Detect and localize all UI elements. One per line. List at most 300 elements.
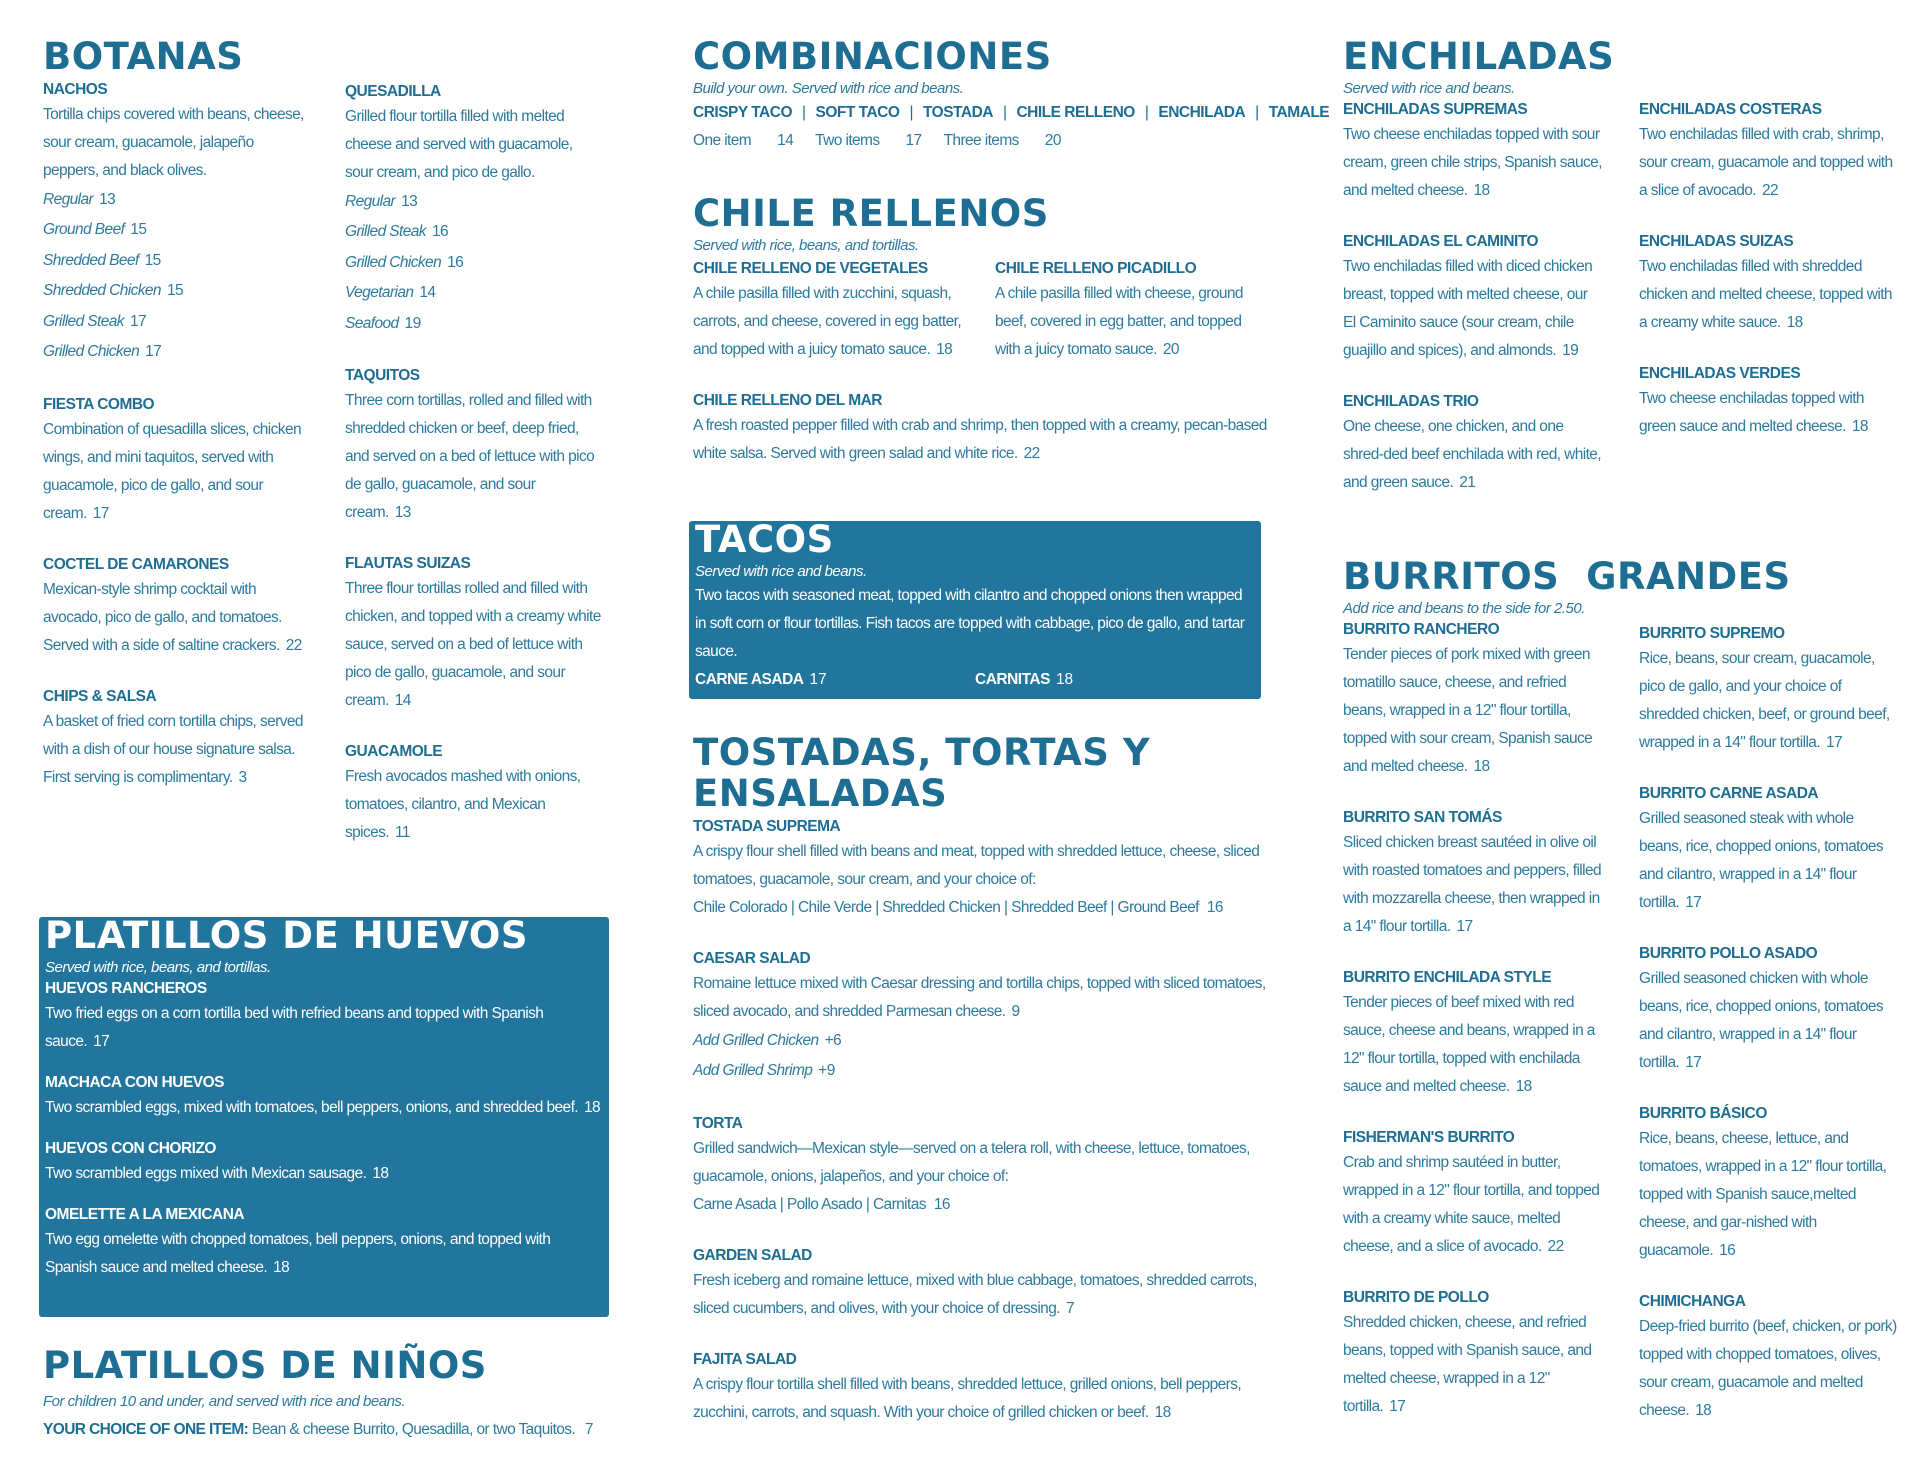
type-separator: | <box>909 103 913 121</box>
taco-option <box>975 694 1255 722</box>
item-options-text: Carne Asada | Pollo Asado | Carnitas <box>693 1195 926 1213</box>
item-description <box>1639 385 1899 441</box>
combination-type: TAMALE <box>1268 103 1330 121</box>
item-price: 17 <box>1456 917 1473 935</box>
item-name: BURRITO BÁSICO <box>1639 1104 1767 1122</box>
menu-item <box>345 365 603 527</box>
item-price: 11 <box>395 824 410 842</box>
relleno-item <box>693 390 1273 468</box>
menu-item <box>1343 1287 1603 1421</box>
combination-price-label: One item <box>693 131 752 149</box>
item-price: 17 <box>1685 893 1702 911</box>
item-description-text: Tender pieces of beef mixed with red sauce, cheese and beans, wrapped in a 12" flour tortilla, topped with enchilada sauce and melted cheese. <box>1343 993 1595 1095</box>
taco-option-price: 17 <box>808 698 826 716</box>
variant-name: Grilled Chicken <box>43 343 140 361</box>
item-description <box>693 1371 1273 1427</box>
item-variant <box>345 187 603 218</box>
item-name: TAQUITOS <box>345 367 420 385</box>
huevos-list <box>45 978 603 1282</box>
variant-name: Grilled Chicken <box>345 253 442 271</box>
taco-option-name: CARNITAS <box>975 670 1050 688</box>
item-description-text: Three flour tortillas rolled and filled with chicken, and topped with a creamy white sauce, served on a bed of lettuce with pico de gallo, guacamole, and sour cream. <box>345 580 601 710</box>
item-price: 18 <box>1473 757 1490 775</box>
item-name: ENCHILADAS SUIZAS <box>1639 232 1794 250</box>
item-description-text: Fresh avocados mashed with onions, tomatoes, cilantro, and Mexican spices. <box>345 768 581 842</box>
item-name: ENCHILADAS TRIO <box>1343 392 1479 410</box>
ninos-choice-text: Bean & cheese Burrito, Quesadilla, or two Taquitos. <box>251 1420 576 1438</box>
item-variant <box>43 276 305 307</box>
item-price: 18 <box>1154 1403 1171 1421</box>
item-description-text: Two scrambled eggs, mixed with tomatoes, bell peppers, onions, and shredded beef. <box>45 1098 578 1116</box>
item-description-text: Mexican-style shrimp cocktail with avocado, pico de gallo, and tomatoes. Served with a side of saltine crackers. <box>43 580 282 654</box>
item-description-text: A chile pasilla filled with zucchini, squash, carrots, and cheese, covered in egg batter, and topped with a juicy tomato sauce. <box>693 284 962 358</box>
combination-type: CHILE RELLENO <box>1016 103 1135 121</box>
relleno-item <box>693 258 983 390</box>
item-description-text: Shredded chicken, cheese, and refried beans, topped with Spanish sauce, and melted cheese, wrapped in a 12" tortilla. <box>1343 1313 1592 1415</box>
item-name: ENCHILADAS EL CAMINITO <box>1343 232 1539 250</box>
item-description-text: Two cheese enchiladas topped with green sauce and melted cheese. <box>1639 389 1864 435</box>
huevos-box <box>39 914 609 1317</box>
menu-item <box>1639 623 1899 757</box>
type-separator: | <box>802 103 806 121</box>
item-name: CHIPS & SALSA <box>43 687 157 705</box>
item-price: 18 <box>583 1098 601 1116</box>
menu-item <box>693 1113 1273 1219</box>
item-description-text: Grilled sandwich—Mexican style—served on a telera roll, with cheese, lettuce, tomatoes, guacamole, onions, jalapeños, and your choice of: <box>693 1139 1250 1185</box>
botanas-right-column <box>345 79 603 874</box>
menu-item <box>45 1138 603 1188</box>
item-name: OMELETTE A LA MEXICANA <box>45 1205 245 1223</box>
menu-item <box>43 686 305 792</box>
item-variant <box>345 278 603 309</box>
item-name: BURRITO POLLO ASADO <box>1639 944 1818 962</box>
item-name: CHIMICHANGA <box>1639 1292 1746 1310</box>
tostadas-section <box>693 731 1273 1453</box>
variant-price: +6 <box>824 1031 842 1049</box>
variant-name: Shredded Chicken <box>43 282 161 300</box>
item-variant <box>345 248 603 279</box>
item-name: FAJITA SALAD <box>693 1350 797 1368</box>
combination-type: ENCHILADA <box>1158 103 1246 121</box>
tacos-description: Two tacos with seasoned meat, topped with cilantro and chopped onions then wrapped in soft corn or flour tortillas. Fish tacos are topped with cabbage, pico de gallo, and tartar sauce. <box>695 586 1245 660</box>
item-description <box>43 101 305 185</box>
combination-price-value: 14 <box>777 131 794 149</box>
burritos-right-column <box>1639 619 1899 1451</box>
item-price: 16 <box>1206 898 1223 916</box>
item-description <box>693 412 1273 468</box>
item-description-text: Fresh iceberg and romaine lettuce, mixed with blue cabbage, tomatoes, shredded carrots, sliced cucumbers, and olives, with your choice of dressing. <box>693 1271 1257 1317</box>
combination-type: SOFT TACO <box>815 103 900 121</box>
ninos-choice-label: YOUR CHOICE OF ONE ITEM: <box>43 1420 249 1438</box>
taco-option <box>695 694 975 722</box>
item-name: FIESTA COMBO <box>43 395 155 413</box>
menu-item <box>1343 391 1603 497</box>
item-description-text: Two egg omelette with chopped tomatoes, bell peppers, onions, and topped with Spanish sauce and melted cheese. <box>45 1230 551 1276</box>
item-description-text: Grilled seasoned steak with whole beans, rice, chopped onions, tomatoes and cilantro, wrapped in a 14" flour tortilla. <box>1639 809 1884 911</box>
variant-name: Vegetarian <box>345 284 414 302</box>
item-description <box>1639 253 1899 337</box>
item-description-text: Combination of quesadilla slices, chicken wings, and mini taquitos, served with guacamole, pico de gallo, and sour cream. <box>43 420 301 522</box>
enchiladas-right-column <box>1639 99 1899 523</box>
enchiladas-title: ENCHILADAS <box>1343 35 1615 78</box>
rellenos-section <box>693 192 1273 494</box>
menu-item <box>693 258 983 364</box>
variant-price: 13 <box>401 192 418 210</box>
item-name: CHILE RELLENO PICADILLO <box>995 259 1197 277</box>
variant-name: Shredded Beef <box>43 251 139 269</box>
item-variant <box>43 246 305 277</box>
combination-type: TOSTADA <box>922 103 993 121</box>
item-description <box>1639 965 1899 1077</box>
taco-option-price: 18 <box>1054 698 1072 716</box>
item-description-text: Romaine lettuce mixed with Caesar dressing and tortilla chips, topped with sliced tomatoes, sliced avocado, and shredded Parmesan cheese. <box>693 974 1266 1020</box>
taco-option <box>975 666 1255 694</box>
item-description <box>1343 1149 1603 1261</box>
variant-price: 15 <box>166 282 183 300</box>
botanas-left-column <box>43 79 305 874</box>
tostadas-list <box>693 816 1273 1427</box>
item-price: 21 <box>1459 473 1476 491</box>
variant-name: Grilled Steak <box>43 312 124 330</box>
item-description-text: Two fried eggs on a corn tortilla bed with refried beans and topped with Spanish sauce. <box>45 1004 544 1050</box>
variant-price: 17 <box>145 343 162 361</box>
item-price: 13 <box>394 504 411 522</box>
menu-item <box>693 1349 1273 1427</box>
item-name: CHILE RELLENO DEL MAR <box>693 391 882 409</box>
item-description <box>693 280 983 364</box>
item-description <box>995 280 1265 364</box>
enchiladas-subtitle: Served with rice and beans. <box>1343 79 1515 97</box>
item-price: 22 <box>1023 444 1040 462</box>
item-price: 22 <box>285 636 302 654</box>
item-options-text: Chile Colorado | Chile Verde | Shredded Chicken | Shredded Beef | Ground Beef <box>693 898 1199 916</box>
combination-price <box>815 132 921 149</box>
burritos-title: BURRITOS GRANDES <box>1343 555 1791 598</box>
combination-type: CRISPY TACO <box>693 103 792 121</box>
menu-item <box>693 390 1273 468</box>
huevos-title: PLATILLOS DE HUEVOS <box>45 914 529 957</box>
item-description-text: Grilled flour tortilla filled with melted cheese and served with guacamole, sour cream, and pico de gallo. <box>345 107 573 181</box>
item-name: CAESAR SALAD <box>693 949 811 967</box>
menu-item <box>345 741 603 847</box>
item-price: 18 <box>372 1164 389 1182</box>
item-price: 18 <box>1515 1077 1532 1095</box>
combination-price-label: Three items <box>943 131 1019 149</box>
item-description <box>1639 1125 1899 1265</box>
item-price: 18 <box>936 340 953 358</box>
item-description-text: Tender pieces of pork mixed with green tomatillo sauce, cheese, and refried beans, wrapped in a 12" flour tortilla, topped with sour cream, Spanish sauce and melted cheese. <box>1343 645 1593 775</box>
type-separator: | <box>1144 103 1149 121</box>
variant-name: Regular <box>43 190 94 208</box>
enchiladas-section <box>1343 35 1903 523</box>
item-description <box>1343 253 1603 365</box>
ninos-title: PLATILLOS DE NIÑOS <box>43 1344 487 1387</box>
item-description <box>1343 121 1603 205</box>
item-description <box>693 1135 1273 1191</box>
menu-item <box>43 79 305 368</box>
item-description <box>693 1267 1273 1323</box>
item-variant <box>345 309 603 340</box>
item-description-text: Tortilla chips covered with beans, cheese, sour cream, guacamole, jalapeño peppers, and black olives. <box>43 105 304 179</box>
item-variant <box>43 307 305 338</box>
variant-price: 16 <box>431 223 448 241</box>
item-description <box>1343 413 1603 497</box>
item-name: CHILE RELLENO DE VEGETALES <box>693 259 928 277</box>
ninos-subtitle: For children 10 and under, and served with rice and beans. <box>43 1392 406 1410</box>
item-description-text: A fresh roasted pepper filled with crab and shrimp, then topped with a creamy, pecan-based white salsa. Served with green salad and white rice. <box>693 416 1267 462</box>
item-price: 18 <box>273 1258 290 1276</box>
combinaciones-title: COMBINACIONES <box>693 35 1052 78</box>
item-description <box>1639 1313 1899 1425</box>
menu-item <box>1343 619 1603 781</box>
variant-price: 16 <box>447 253 464 271</box>
menu-item <box>1639 99 1899 205</box>
menu-item <box>1639 1291 1899 1425</box>
combination-price <box>693 132 793 149</box>
menu-item <box>1639 1103 1899 1265</box>
tostadas-title-line-1: TOSTADAS, TORTAS Y <box>693 731 1151 774</box>
tacos-subtitle: Served with rice and beans. <box>695 562 867 580</box>
item-description <box>693 970 1273 1026</box>
item-description <box>1343 1309 1603 1421</box>
item-price: 17 <box>1826 733 1843 751</box>
item-description <box>45 1226 603 1282</box>
item-description-text: A crispy flour tortilla shell filled with beans, shredded lettuce, grilled onions, bell peppers, zucchini, carrots, and squash. With your choice of grilled chicken or beef. <box>693 1375 1242 1421</box>
item-name: GARDEN SALAD <box>693 1246 812 1264</box>
item-variant <box>43 337 305 368</box>
variant-name: Seafood <box>345 314 399 332</box>
item-description <box>45 1000 603 1056</box>
menu-item <box>1343 231 1603 365</box>
menu-item <box>1639 783 1899 917</box>
item-price: 17 <box>1389 1397 1406 1415</box>
taco-option-name: POLLO ASADO <box>695 698 803 716</box>
item-description <box>43 416 305 528</box>
ninos-section <box>43 1344 643 1444</box>
item-name: BURRITO ENCHILADA STYLE <box>1343 968 1552 986</box>
relleno-item <box>995 258 1265 390</box>
variant-name: Regular <box>345 192 396 210</box>
item-description <box>1639 645 1899 757</box>
taco-option-price: 17 <box>809 670 827 688</box>
rellenos-subtitle: Served with rice, beans, and tortillas. <box>693 236 919 254</box>
item-name: ENCHILADAS COSTERAS <box>1639 100 1822 118</box>
item-price: 16 <box>1719 1241 1736 1259</box>
item-options <box>693 1191 1273 1219</box>
item-description <box>43 576 305 660</box>
combination-price-label: Two items <box>815 131 880 149</box>
combination-price-value: 20 <box>1044 131 1061 149</box>
item-name: BURRITO DE POLLO <box>1343 1288 1489 1306</box>
item-description-text: A crispy flour shell filled with beans and meat, topped with shredded lettuce, cheese, sliced tomatoes, guacamole, sour cream, and your choice of: <box>693 842 1260 888</box>
item-price: 17 <box>92 504 109 522</box>
item-price: 17 <box>93 1032 110 1050</box>
item-description-text: One cheese, one chicken, and one shred-ded beef enchilada with red, white, and green sauce. <box>1343 417 1602 491</box>
item-price: 3 <box>238 768 247 786</box>
menu-item <box>45 1204 603 1282</box>
item-name: FLAUTAS SUIZAS <box>345 555 471 573</box>
taco-options-row <box>695 666 1255 694</box>
item-description <box>1639 805 1899 917</box>
menu-item <box>693 1245 1273 1323</box>
item-price: 20 <box>1162 340 1179 358</box>
item-price: 17 <box>1685 1053 1702 1071</box>
item-description <box>345 575 603 715</box>
item-price: 16 <box>933 1195 950 1213</box>
menu-item <box>1639 363 1899 441</box>
menu-item <box>45 978 603 1056</box>
item-name: FISHERMAN'S BURRITO <box>1343 1128 1515 1146</box>
item-name: NACHOS <box>43 80 108 98</box>
item-description <box>45 1160 603 1188</box>
item-description-text: Two cheese enchiladas topped with sour cream, green chile strips, Spanish sauce, and melted cheese. <box>1343 125 1602 199</box>
variant-name: Add Grilled Chicken <box>693 1031 819 1049</box>
type-separator: | <box>1002 103 1007 121</box>
item-price: 7 <box>1065 1299 1074 1317</box>
item-description-text: Two enchiladas filled with crab, shrimp, sour cream, guacamole and topped with a slice of avocado. <box>1639 125 1893 199</box>
item-price: 22 <box>1761 181 1779 199</box>
variant-name: Ground Beef <box>43 221 125 239</box>
menu-item <box>693 948 1273 1087</box>
item-description <box>345 103 603 187</box>
variant-price: 14 <box>419 284 436 302</box>
menu-item <box>43 394 305 528</box>
item-description-text: Deep-fried burrito (beef, chicken, or pork) topped with chopped tomatoes, olives, sour cream, guacamole and melted cheese. <box>1639 1317 1897 1419</box>
burritos-left-column <box>1343 619 1603 1451</box>
taco-option-price: 18 <box>1055 670 1074 688</box>
item-description <box>345 763 603 847</box>
burritos-section <box>1343 555 1903 1451</box>
menu-item <box>345 553 603 715</box>
item-description <box>1343 641 1603 781</box>
menu-item <box>1639 943 1899 1077</box>
item-description-text: Two enchiladas filled with diced chicken breast, topped with melted cheese, our El Caminito sauce (sour cream, chile guajillo and spices), and almonds. <box>1343 257 1593 359</box>
combinaciones-subtitle: Build your own. Served with rice and beans. <box>693 79 964 97</box>
huevos-subtitle: Served with rice, beans, and tortillas. <box>45 958 271 976</box>
item-price: 19 <box>1562 341 1579 359</box>
type-separator: | <box>1255 103 1259 121</box>
item-name: HUEVOS CON CHORIZO <box>45 1139 216 1157</box>
item-description <box>45 1094 603 1122</box>
tacos-box <box>689 518 1261 716</box>
item-name: MACHACA CON HUEVOS <box>45 1073 225 1091</box>
item-description-text: Sliced chicken breast sautéed in olive oil with roasted tomatoes and peppers, filled with mozzarella cheese, then wrapped in a 14" flour tortilla. <box>1343 833 1602 935</box>
taco-options-row <box>695 694 1255 722</box>
combination-prices <box>693 127 1273 155</box>
item-description <box>1343 829 1603 941</box>
item-description-text: Three corn tortillas, rolled and filled with shredded chicken or beef, deep fried, and served on a bed of lettuce with pico de gallo, guacamole, and sour cream. <box>345 392 595 522</box>
variant-price: 19 <box>404 314 421 332</box>
item-price: 18 <box>1695 1401 1712 1419</box>
item-name: GUACAMOLE <box>345 743 443 761</box>
item-name: HUEVOS RANCHEROS <box>45 979 207 997</box>
variant-price: +9 <box>818 1062 835 1080</box>
taco-option-name: CARNE ASADA <box>695 670 804 688</box>
item-variant <box>693 1056 1273 1087</box>
item-description-text: Rice, beans, sour cream, guacamole, pico de gallo, and your choice of shredded chicken, beef, or ground beef, wrapped in a 14" flour tortilla. <box>1639 649 1890 751</box>
item-price: 14 <box>394 692 411 710</box>
item-variant <box>43 185 305 216</box>
variant-price: 15 <box>144 251 161 269</box>
item-name: COCTEL DE CAMARONES <box>43 555 229 573</box>
menu-item <box>1343 807 1603 941</box>
menu-item <box>1343 967 1603 1101</box>
item-description-text: Two scrambled eggs mixed with Mexican sausage. <box>45 1164 367 1182</box>
item-variant <box>43 215 305 246</box>
botanas-title: BOTANAS <box>43 35 244 78</box>
item-description-text: Crab and shrimp sautéed in butter, wrapped in a 12" flour tortilla, and topped with a creamy white sauce, melted cheese, and a slice of avocado. <box>1343 1153 1600 1255</box>
item-description <box>345 387 603 527</box>
item-price: 18 <box>1786 313 1803 331</box>
combinaciones-section <box>693 35 1330 155</box>
combination-types <box>693 99 1330 127</box>
item-variant <box>693 1026 1273 1057</box>
item-description <box>693 838 1273 894</box>
item-description-text: Two enchiladas filled with shredded chicken and melted cheese, topped with a creamy white sauce. <box>1639 257 1892 331</box>
item-name: BURRITO SUPREMO <box>1639 624 1785 642</box>
menu-item <box>45 1072 603 1122</box>
item-description <box>1343 989 1603 1101</box>
item-name: QUESADILLA <box>345 82 441 100</box>
variant-price: 15 <box>130 221 147 239</box>
combination-price-value: 17 <box>905 131 922 149</box>
variant-name: Add Grilled Shrimp <box>693 1062 813 1080</box>
menu-item <box>1343 1127 1603 1261</box>
enchiladas-left-column <box>1343 99 1603 523</box>
menu-item <box>43 554 305 660</box>
ninos-choice <box>43 1416 643 1444</box>
tacos-title: TACOS <box>695 518 834 561</box>
taco-option-name: PESCADO <box>975 698 1049 716</box>
burritos-subtitle: Add rice and beans to the side for 2.50. <box>1343 599 1585 617</box>
menu-item <box>995 258 1265 364</box>
item-description-text: Grilled seasoned chicken with whole beans, rice, chopped onions, tomatoes and cilantro, wrapped in a 14" flour tortilla. <box>1639 969 1884 1071</box>
item-name: BURRITO CARNE ASADA <box>1639 784 1819 802</box>
item-price: 18 <box>1851 417 1868 435</box>
item-name: TORTA <box>693 1114 743 1132</box>
tostadas-title-line-2: ENSALADAS <box>693 771 948 815</box>
item-price: 18 <box>1473 181 1490 199</box>
item-price: 22 <box>1547 1237 1564 1255</box>
variant-price: 17 <box>129 312 146 330</box>
item-name: BURRITO RANCHERO <box>1343 620 1500 638</box>
item-name: TOSTADA SUPREMA <box>693 817 841 835</box>
taco-option <box>695 666 975 694</box>
menu-item <box>1639 231 1899 337</box>
item-description-text: Rice, beans, cheese, lettuce, and tomatoes, wrapped in a 12" flour tortilla, topped with Spanish sauce,melted cheese, and gar-nished with guacamole. <box>1639 1129 1887 1259</box>
item-description <box>1639 121 1899 205</box>
variant-name: Grilled Steak <box>345 223 426 241</box>
combination-price <box>944 132 1061 149</box>
item-description-text: A basket of fried corn tortilla chips, served with a dish of our house signature salsa. First serving is complimentary. <box>43 712 303 786</box>
rellenos-title: CHILE RELLENOS <box>693 192 1049 235</box>
item-variant <box>345 217 603 248</box>
item-description <box>43 708 305 792</box>
item-price: 9 <box>1011 1002 1020 1020</box>
menu-item <box>693 816 1273 922</box>
item-name: ENCHILADAS VERDES <box>1639 364 1801 382</box>
item-name: ENCHILADAS SUPREMAS <box>1343 100 1528 118</box>
ninos-price: 7 <box>584 1420 593 1438</box>
tacos-options <box>695 666 1255 722</box>
menu-item <box>1343 99 1603 205</box>
botanas-section <box>43 35 603 873</box>
item-name: BURRITO SAN TOMÁS <box>1343 808 1502 826</box>
menu-item <box>345 81 603 340</box>
variant-price: 13 <box>99 190 116 208</box>
item-options <box>693 894 1273 922</box>
item-description-text: A chile pasilla filled with cheese, ground beef, covered in egg batter, and topped with a juicy tomato sauce. <box>995 284 1243 358</box>
